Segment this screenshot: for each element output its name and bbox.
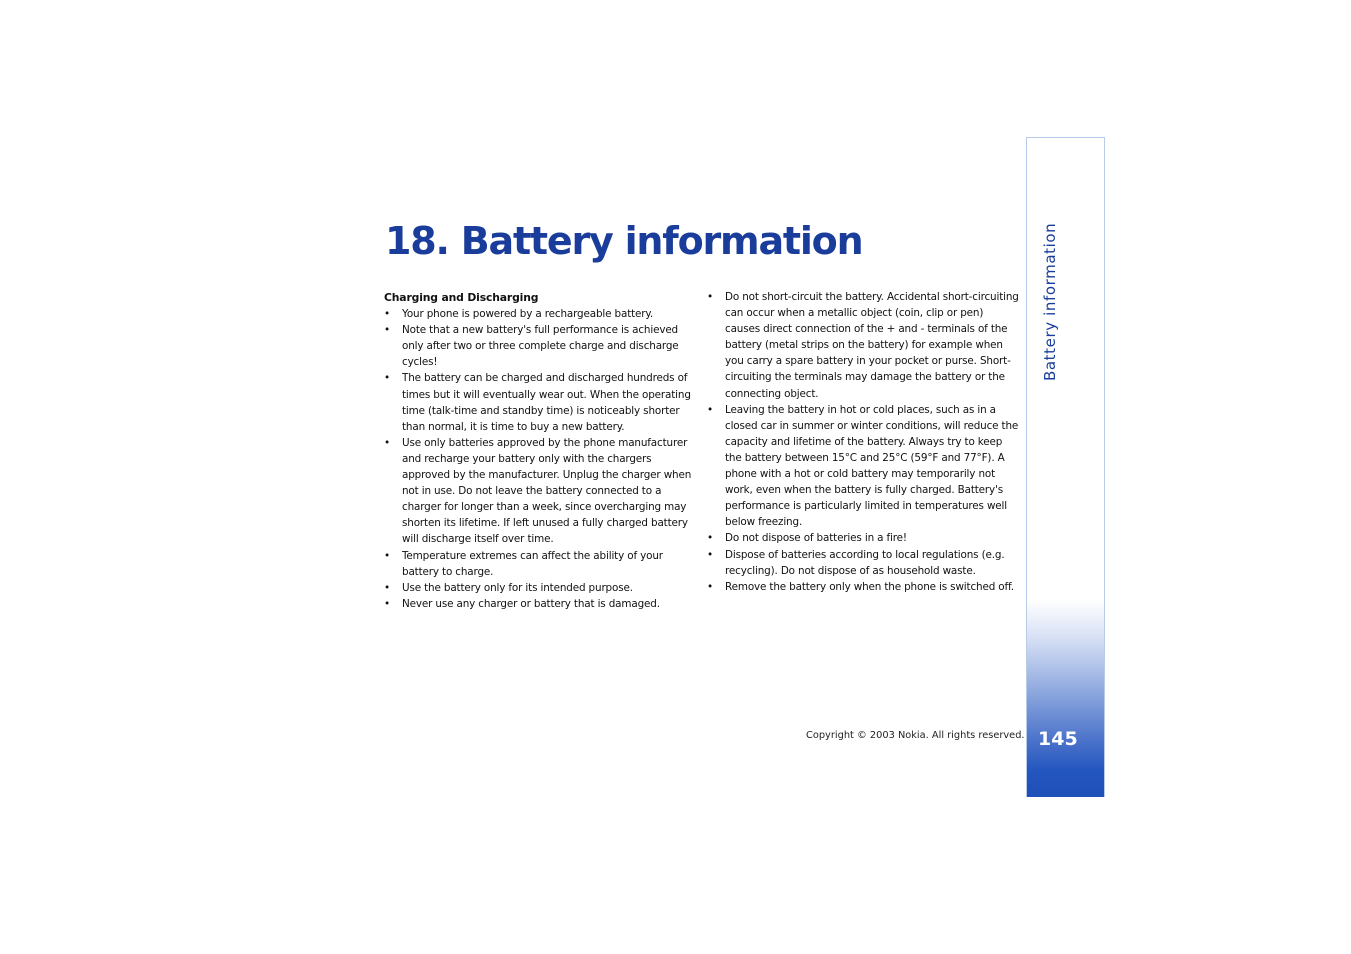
list-item: [384, 596, 694, 612]
list-item: [707, 579, 1019, 595]
list-item-text: Note that a new battery's full performance is achieved only after two or three complete charge and discharge cycles!: [402, 324, 679, 369]
copyright-notice: Copyright © 2003 Nokia. All rights reserved.: [806, 730, 1025, 741]
list-item: [384, 580, 694, 596]
list-item: [384, 435, 694, 548]
bullet-icon: •: [707, 291, 713, 303]
list-item: [384, 306, 694, 322]
bullet-icon: •: [707, 580, 713, 593]
list-item-text: The battery can be charged and discharged hundreds of times but it will eventually wear out. When the operating time (talk-time and standby time) is noticeably shorter than normal, it is time to buy a new battery.: [402, 372, 691, 433]
bullet-icon: •: [384, 581, 390, 594]
list-item: [707, 289, 1019, 402]
bullet-icon: •: [384, 597, 390, 610]
list-item-text: Do not short-circuit the battery. Accidental short-circuiting can occur when a metallic object (coin, clip or pen) causes direct connection of the + and - terminals of the battery (metal strips on the battery) for example when you carry a spare battery in your pocket or purse. Short-circuiting the terminals may damage the battery or the connecting object.: [725, 291, 1019, 400]
list-item-text: Temperature extremes can affect the ability of your battery to charge.: [402, 549, 663, 578]
bullet-icon: •: [707, 403, 713, 416]
list-item: [707, 530, 1019, 546]
left-column: [384, 290, 694, 612]
list-item-text: Use the battery only for its intended purpose.: [402, 581, 633, 594]
page-number: 145: [1038, 728, 1078, 750]
chapter-title: 18. Battery information: [385, 219, 863, 263]
list-item-text: Do not dispose of batteries in a fire!: [725, 532, 907, 545]
side-tab-label: Battery information: [1041, 222, 1059, 381]
right-column: [707, 289, 1019, 595]
list-item: [384, 322, 694, 370]
bullet-icon: •: [384, 324, 390, 337]
bullet-icon: •: [384, 372, 390, 385]
list-item: [707, 402, 1019, 531]
list-item-text: Never use any charger or battery that is damaged.: [402, 597, 660, 610]
list-item-text: Dispose of batteries according to local regulations (e.g. recycling). Do not dispose of as household waste.: [725, 548, 1005, 577]
list-item-text: Leaving the battery in hot or cold places, such as in a closed car in summer or winter conditions, will reduce the capacity and lifetime of the battery. Always try to keep the battery between 15°C and 25°C (59°F and 77°F). A phone with a hot or cold battery may temporarily not work, even when the battery is fully charged. Battery's performance is particularly limited in temperatures well below freezing.: [725, 403, 1019, 529]
section-heading: Charging and Discharging: [384, 291, 539, 304]
list-item: [707, 547, 1019, 579]
list-item: [384, 548, 694, 580]
bullet-icon: •: [384, 308, 390, 321]
list-item-text: Your phone is powered by a rechargeable battery.: [402, 308, 654, 321]
left-bullet-list: [384, 306, 694, 612]
list-item: [384, 370, 694, 434]
bullet-icon: •: [384, 436, 390, 449]
bullet-icon: •: [384, 549, 390, 562]
bullet-icon: •: [707, 532, 713, 545]
list-item-text: Use only batteries approved by the phone manufacturer and recharge your battery only with the chargers approved by the manufacturer. Unplug the charger when not in use. Do not leave the battery connected to a charger for longer than a week, since overcharging may shorten its lifetime. If left unused a fully charged battery will discharge itself over time.: [402, 436, 692, 546]
bullet-icon: •: [707, 548, 713, 561]
list-item-text: Remove the battery only when the phone is switched off.: [725, 580, 1014, 593]
right-bullet-list: [707, 289, 1019, 595]
